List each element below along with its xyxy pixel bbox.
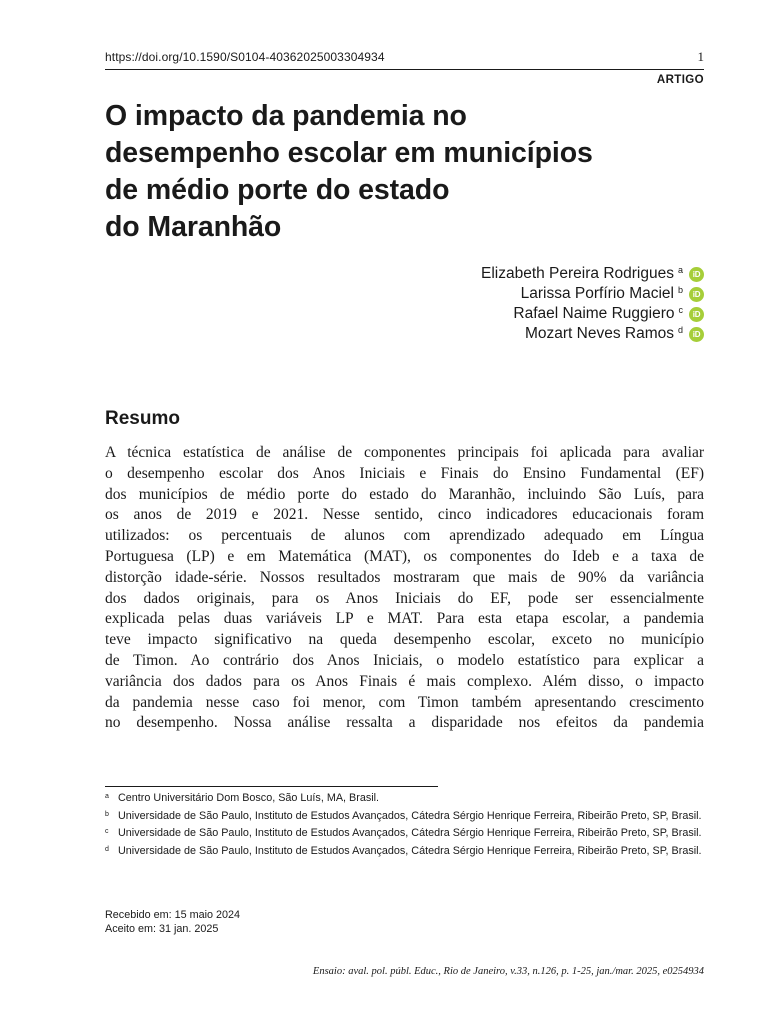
author-list: [481, 264, 704, 344]
abstract-line: Portuguesa (LP) e em Matemática (MAT), os componentes do Ideb e a taxa de: [105, 547, 704, 565]
abstract-line: teve impacto significativo na queda desempenho escolar, exceto no município: [105, 631, 704, 649]
abstract-line: variância dos dados para os Anos Finais é mais complexo. Além disso, o impacto: [105, 672, 704, 690]
accepted-date: Aceito em: 31 jan. 2025: [105, 922, 219, 935]
affiliation-mark: a: [677, 265, 683, 275]
title-line: O impacto da pandemia no: [105, 100, 467, 132]
orcid-icon[interactable]: iD: [689, 267, 704, 282]
title-line: de médio porte do estado: [105, 174, 450, 206]
footnote-mark: a: [105, 793, 109, 800]
orcid-icon[interactable]: iD: [689, 287, 704, 302]
page-number: 1: [697, 49, 704, 64]
received-date: Recebido em: 15 maio 2024: [105, 909, 241, 921]
title-line: desempenho escolar em municípios: [105, 137, 593, 169]
footnote: [105, 827, 704, 841]
orcid-icon[interactable]: iD: [689, 327, 704, 342]
abstract-line: de Timon. Ao contrário dos Anos Iniciais, o modelo estatístico para explicar a: [105, 651, 704, 669]
footnote-text: Universidade de São Paulo, Instituto de Estudos Avançados, Cátedra Sérgio Henrique Ferreira, Ribeirão Preto, SP, Brasil.: [118, 844, 702, 857]
author-name: Larissa Porfírio Maciel: [520, 285, 674, 302]
author-name: Elizabeth Pereira Rodrigues: [480, 265, 674, 282]
footnote-rule: [105, 786, 438, 787]
doi-link[interactable]: https://doi.org/10.1590/S0104-40362025003304934: [105, 50, 385, 64]
abstract-line: os anos de 2019 e 2021. Nesse sentido, cinco indicadores educacionais foram: [105, 506, 704, 524]
abstract-line: o desempenho escolar dos Anos Iniciais e Finais do Ensino Fundamental (EF): [105, 464, 704, 482]
abstract-heading: Resumo: [105, 408, 180, 429]
footnote-text: Universidade de São Paulo, Instituto de Estudos Avançados, Cátedra Sérgio Henrique Ferreira, Ribeirão Preto, SP, Brasil.: [118, 827, 702, 839]
header-rule: [105, 69, 704, 70]
abstract-line: explicada pelas duas variáveis LP e MAT. Para esta etapa escolar, a pandemia: [105, 610, 704, 628]
footnotes: [105, 792, 704, 862]
footnote-mark: b: [105, 810, 109, 818]
author-entry: [481, 264, 704, 284]
author-entry: [481, 324, 704, 344]
title-line: do Maranhão: [105, 211, 282, 243]
affiliation-mark: b: [677, 285, 683, 295]
abstract-line: da pandemia nesse caso foi menor, com Timon também apresentando crescimento: [105, 693, 704, 711]
article-title: [105, 98, 745, 246]
footnote: [105, 792, 704, 806]
footnote-text: Centro Universitário Dom Bosco, São Luís, MA, Brasil.: [118, 792, 380, 804]
footnote-text: Universidade de São Paulo, Instituto de Estudos Avançados, Cátedra Sérgio Henrique Ferreira, Ribeirão Preto, SP, Brasil.: [118, 809, 702, 822]
abstract-line: A técnica estatística de análise de componentes principais foi aplicada para avaliar: [105, 444, 704, 461]
footnote: [105, 810, 704, 824]
author-name: Mozart Neves Ramos: [524, 325, 674, 342]
orcid-icon[interactable]: iD: [689, 307, 704, 322]
abstract-line: distorção idade-série. Nossos resultados mostraram que mais de 90% da variância: [105, 568, 704, 586]
footnote-mark: c: [105, 828, 109, 835]
affiliation-mark: c: [678, 305, 683, 315]
footnote: [105, 845, 704, 859]
author-entry: [481, 304, 704, 324]
abstract-line: dos dados originais, para os Anos Iniciais do EF, pode ser essencialmente: [105, 589, 704, 607]
affiliation-mark: d: [677, 325, 683, 335]
abstract-body: [105, 443, 704, 734]
journal-citation: Ensaio: aval. pol. públ. Educ., Rio de Janeiro, v.33, n.126, p. 1-25, jan./mar. 2025, e0254934: [312, 966, 704, 977]
abstract-line: utilizados: os percentuais de alunos com aprendizado adequado em Língua: [105, 527, 704, 545]
author-name: Rafael Naime Ruggiero: [513, 305, 675, 322]
abstract-line: dos municípios de médio porte do estado do Maranhão, incluindo São Luís, para: [105, 485, 704, 503]
section-label: ARTIGO: [656, 74, 704, 86]
submission-dates: [105, 909, 240, 936]
footnote-mark: d: [105, 845, 109, 853]
author-entry: [481, 284, 704, 304]
abstract-line: no desempenho. Nossa análise ressalta a disparidade nos efeitos da pandemia: [105, 714, 704, 732]
